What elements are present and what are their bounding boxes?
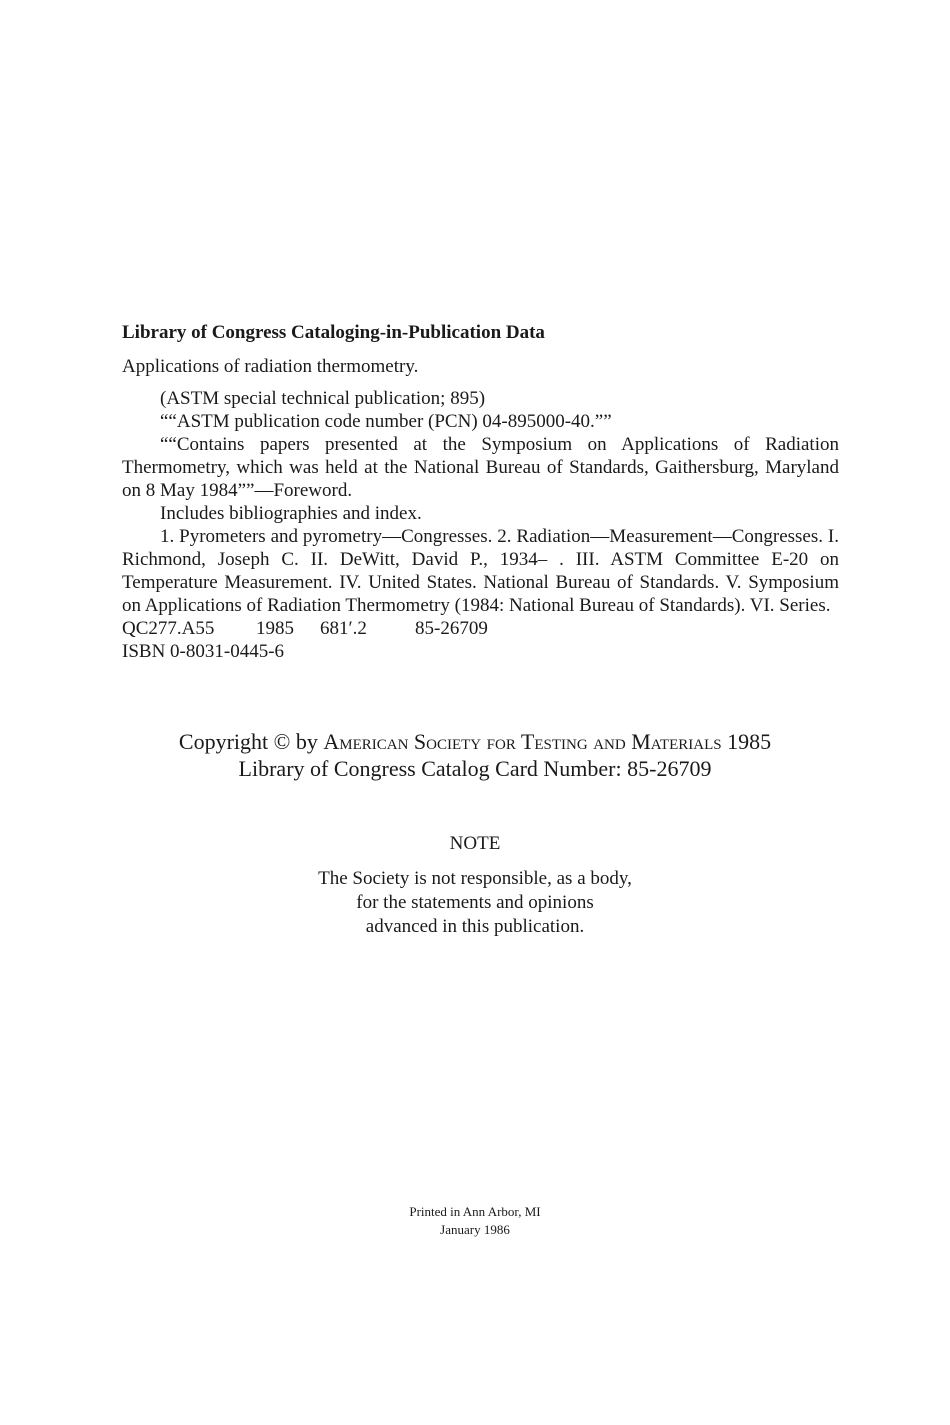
printing-imprint	[0, 1203, 950, 1239]
isbn: ISBN 0-8031-0445-6	[122, 641, 285, 662]
lc-class-number: QC277.A55	[122, 618, 215, 639]
note-line: The Society is not responsible, as a body,	[318, 868, 632, 889]
printing-place: Printed in Ann Arbor, MI	[409, 1204, 541, 1219]
call-number-year: 1985	[256, 618, 294, 639]
cip-title: Applications of radiation thermometry.	[122, 356, 419, 377]
bibliography-note: Includes bibliographies and index.	[160, 503, 422, 524]
pcn-note: ““ASTM publication code number (PCN) 04-895000-40.””	[160, 411, 612, 432]
note-line: advanced in this publication.	[365, 916, 585, 937]
copyright-line	[0, 728, 950, 755]
contents-note: ““Contains papers presented at the Symposium on Applications of Radiation Thermometry, which was held at the National Bureau of Standards, Gaithersburg, Maryland on 8 May 1984””—Foreword.	[122, 434, 839, 501]
cip-heading: Library of Congress Cataloging-in-Publication Data	[122, 322, 545, 343]
publisher-name: American Society for Testing and Materials	[323, 729, 722, 754]
printing-date: January 1986	[440, 1222, 510, 1237]
note-line: for the statements and opinions	[356, 892, 594, 913]
lccn-number: 85-26709	[415, 618, 488, 639]
copyright-block	[0, 728, 950, 782]
subject-entries: 1. Pyrometers and pyrometry—Congresses. 2. Radiation—Measurement—Congresses. I. Richmond, Joseph C. II. DeWitt, David P., 1934– . III. ASTM Committee E-20 on Temperature Measurement. IV. United States. National Bureau of Standards. V. Symposium on Applications of Radiation Thermometry (1984: National Bureau of Standards). VI. Series.	[122, 526, 839, 616]
note-title: NOTE	[449, 833, 501, 854]
catalog-card-number: Library of Congress Catalog Card Number: 85-26709	[238, 756, 712, 781]
cip-record	[122, 387, 839, 663]
series-note: (ASTM special technical publication; 895)	[160, 388, 486, 409]
copyright-prefix: Copyright © by	[178, 729, 318, 754]
copyright-year: 1985	[727, 729, 772, 754]
disclaimer-note	[0, 832, 950, 939]
call-number-row	[122, 617, 839, 640]
dewey-number: 681′.2	[320, 618, 367, 639]
